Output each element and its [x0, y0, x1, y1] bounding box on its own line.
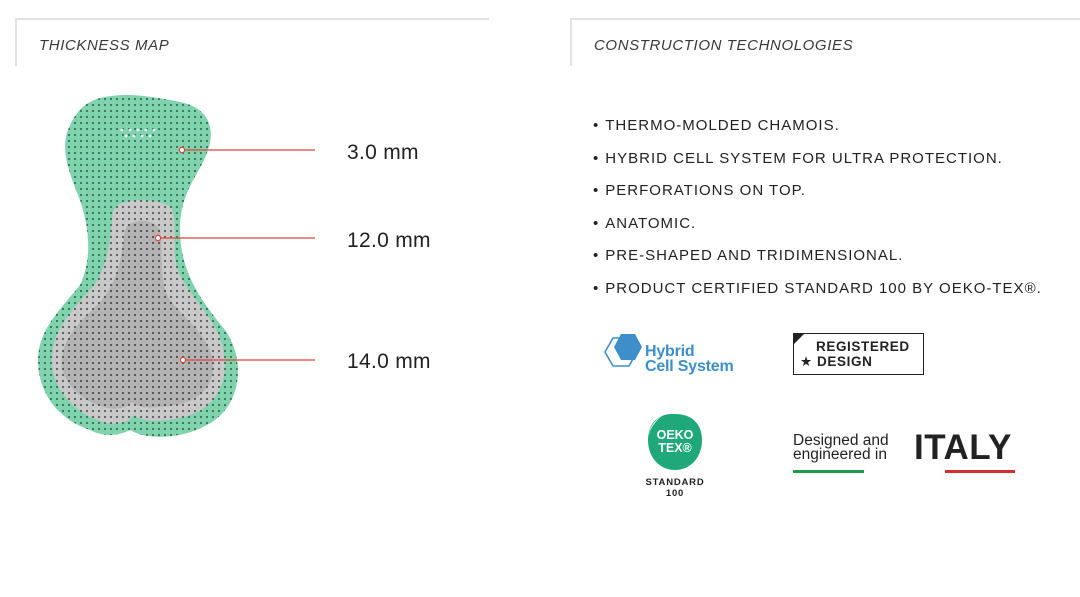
oeko-logo-line2: TEX®	[658, 441, 692, 455]
feature-item: • THERMO-MOLDED CHAMOIS.	[593, 117, 840, 134]
thickness-map-title: THICKNESS MAP	[39, 37, 170, 54]
italy-logo-line1: Designed and	[793, 432, 889, 449]
feature-item: • HYBRID CELL SYSTEM FOR ULTRA PROTECTION.	[593, 149, 1003, 167]
feature-item: • PERFORATIONS ON TOP.	[593, 182, 806, 200]
construction-header	[570, 18, 1080, 66]
corner-flag-icon	[793, 333, 805, 345]
italy-logo-line2: engineered in	[793, 446, 887, 463]
feature-item: • ANATOMIC.	[593, 214, 697, 232]
chamois-thickness-illustration	[30, 90, 260, 450]
oeko-logo-line1: OEKO	[656, 428, 694, 442]
oeko-tex-logo	[640, 412, 710, 504]
registered-logo-line2: ★ DESIGN	[800, 354, 873, 369]
construction-feature-list	[593, 112, 1042, 308]
hybrid-logo-line2: Cell System	[645, 358, 734, 375]
hexagon-icon	[595, 330, 645, 378]
italy-logo-country: ITALY	[914, 428, 1012, 467]
hybrid-logo-line1: Hybrid	[645, 343, 695, 360]
oeko-standard-label: STANDARD	[645, 477, 705, 488]
hybrid-cell-system-logo	[595, 330, 760, 378]
designed-in-italy-logo	[793, 430, 1023, 480]
italian-flag-stripes	[793, 470, 1015, 474]
thickness-map-header	[15, 18, 489, 66]
thickness-label-middle: 12.0 mm	[347, 229, 431, 252]
registered-design-logo	[793, 333, 924, 375]
thickness-label-top: 3.0 mm	[347, 141, 419, 164]
construction-title: CONSTRUCTION TECHNOLOGIES	[594, 37, 854, 54]
thickness-label-bottom: 14.0 mm	[347, 350, 431, 373]
feature-item: • PRODUCT CERTIFIED STANDARD 100 BY OEKO-TEX®.	[593, 279, 1042, 297]
oeko-standard-number: 100	[665, 488, 685, 499]
registered-logo-line1: REGISTERED	[816, 339, 910, 354]
feature-item: • PRE-SHAPED AND TRIDIMENSIONAL.	[593, 247, 904, 265]
